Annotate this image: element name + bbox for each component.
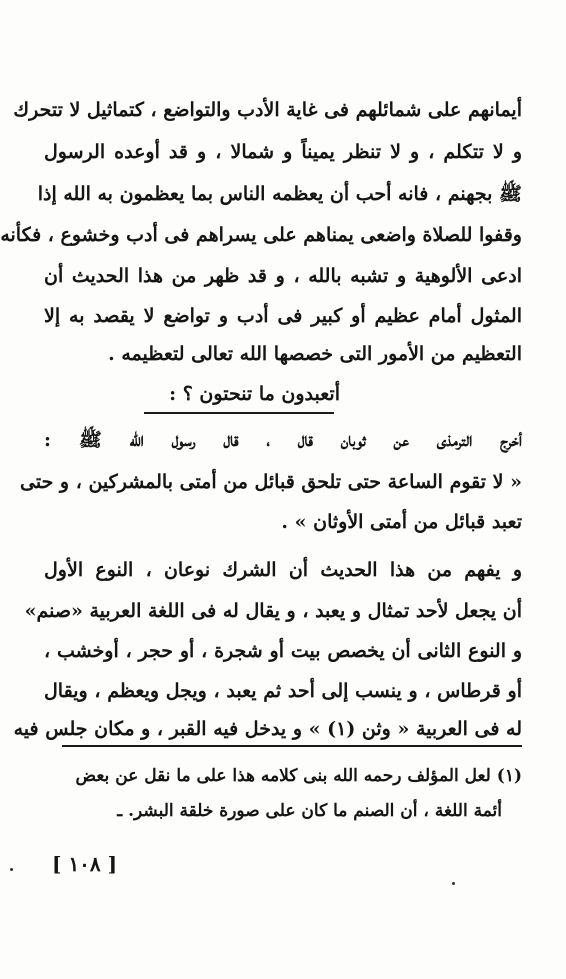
text-line: و لا تتكلم ، و لا تنظر يميناً و شمالا ، و قد أوعده الرسول: [44, 141, 522, 163]
text-line: أخرج الترمذى عن ثوبان قال ، قال رسول الله ﷺ :: [44, 429, 522, 451]
footnote-separator: [62, 745, 522, 747]
text-line: له فى العربية « وثن (١) » و يدخل فيه القبر ، و مكان جلس فيه: [13, 718, 522, 740]
text-line: ﷺ بجهنم ، فانه أحب أن يعظمه الناس بما يعظمون به الله إذا: [37, 183, 522, 205]
heading-underline: [144, 412, 334, 414]
footnote-line: أئمة اللغة ، أن الصنم ما كان على صورة خلقة البشر. ـ: [117, 801, 502, 821]
text-line: وقفوا للصلاة واضعى يمناهم على يسراهم فى أدب وخشوع ، فكأنه: [0, 224, 522, 246]
text-line: المثول أمام عظيم أو كبير فى أدب و تواضع لا يقصد به إلا: [44, 305, 522, 327]
text-line: و يفهم من هذا الحديث أن الشرك نوعان ، النوع الأول: [44, 559, 522, 581]
print-speck: [10, 868, 13, 871]
text-line: التعظيم من الأمور التى خصصها الله تعالى لتعظيمه .: [108, 343, 522, 365]
text-line: « لا تقوم الساعة حتى تلحق قبائل من أمتى بالمشركين ، و حتى: [20, 471, 522, 493]
text-line: أن يجعل لأحد تمثال و يعبد ، و يقال له فى اللغة العربية «صنم»: [24, 600, 522, 622]
print-speck: [452, 882, 455, 885]
page-number: [ ١٠٨ ]: [52, 852, 118, 876]
text-line: أيمانهم على شمائلهم فى غاية الأدب والتواضع ، كتماثيل لا تتحرك: [13, 99, 522, 121]
section-heading: أتعبدون ما تنحتون ؟ :: [169, 383, 340, 405]
text-line: و النوع الثانى أن يخصص بيت أو شجرة ، أو حجر ، أوخشب ،: [44, 640, 522, 662]
text-line: تعبد قبائل من أمتى الأوثان » .: [281, 511, 522, 533]
footnote-line: (١) لعل المؤلف رحمه الله بنى كلامه هذا على ما نقل عن بعض: [75, 766, 522, 786]
text-line: أو قرطاس ، و ينسب إلى أحد ثم يعبد ، ويجل ويعظم ، ويقال: [44, 680, 522, 702]
text-line: ادعى الألوهية و تشبه بالله ، و قد ظهر من هذا الحديث أن: [44, 265, 522, 287]
